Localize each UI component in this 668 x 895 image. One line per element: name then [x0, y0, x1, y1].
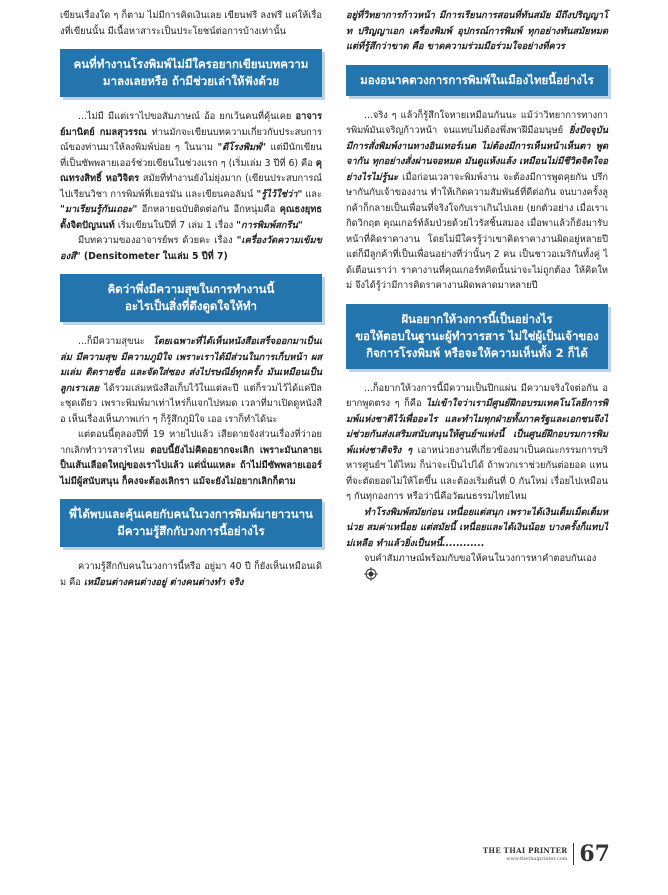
text-run: เหมือนต่างคนต่างอยู่ ต่างคนต่างทำ จริง — [83, 576, 244, 588]
text-run: "เครื่องวัดความเข้มของสี" — [60, 235, 322, 262]
page-footer — [483, 843, 610, 865]
text-run: มีบทความของอาจารย์พร ด้วยคะ เรื่อง — [78, 235, 237, 246]
text-run: อาจารย์มานิตย์ กมลสุวรรณ — [60, 111, 322, 138]
section-heading — [346, 304, 608, 369]
brand-name: THE THAI PRINTER — [482, 846, 568, 855]
text-run: เอาหน่วยงานที่เกี่ยวข้องมาเป็นคณะกรรมการบริหารศูนย์ฯ ได้ไหม ก็น่าจะเป็นไปได้ ถ้าพวกเราช่วยกันต่อยอด แทนที่จะตัดยอดไม่ให้โตขึ้น และต้องเริ่มต้นที่ 0 กันใหม่ เรื่อยไปเหมือน ๆ กันทุกองการ หรือว่านี่คือวัฒนธรรมไทยไหม — [346, 444, 608, 502]
heading-line: พี่ได้พบและคุ้นเคยกับคนในวงการพิมพ์มายาวนาน — [69, 507, 313, 521]
text-run: ...ก็มีความสุขนะ — [78, 336, 153, 347]
registration-target-icon — [346, 567, 360, 581]
text-run: โดยเฉพาะที่ได้เห็นหนังสือเสร็จออกมาเป็นเล่ม มีความสุข มีความภูมิใจ เพราะเราได้มีส่วนในการเก็บหน้า ผสมเล่ม ติดรายชื่อ และจัดใส่ซอง ส่งไปรษณีย์ทุกครั้ง มันเหมือนเป็นลูกเราเลย — [60, 336, 322, 394]
left-column — [60, 8, 322, 590]
heading-line: มีความรู้สึกกับวงการนี้อย่างไร — [117, 524, 265, 538]
paragraph — [346, 551, 608, 582]
text-run: และ — [302, 188, 323, 200]
paragraph: อยู่ที่วิทยาการก้าวหน้า มีการเรียนการสอนที่ทันสมัย มีถึงปริญญาโท ปริญญาเอก เครื่องพิมพ์ อุปกรณ์การพิมพ์ ทุกอย่างทันสมัยหมด แต่ที่รู้สึกว่าขาด คือ ขาดความร่วมมือร่วมใจอย่างที่ควร — [346, 10, 608, 52]
closing-text: จบคำสัมภาษณ์พร้อมกับขอให้คนในวงการหาคำตอบกันเอง — [364, 553, 597, 564]
paragraph — [60, 109, 322, 233]
text-run: "ดีโรงพิมพ์" — [217, 142, 267, 153]
text-run: (Densitometer ในเล่ม 5 ปีที่ 7) — [80, 250, 228, 262]
paragraph — [60, 233, 322, 264]
paragraph — [60, 427, 322, 489]
text-run: สมัยที่ทำงานยังไม่ยุ่งมาก (เขียนประสบการณ์ไปเรียนวิชา การพิมพ์ที่เยอรมัน และเขียนคอลัมน์ — [60, 173, 322, 200]
section-heading — [346, 65, 608, 96]
heading-line: กิจการโรงพิมพ์ หรือจะให้ความเห็นทั้ง 2 ก็ได้ — [366, 345, 588, 360]
text-run: แต่ตอนนี้ตุลองปีที่ 19 หายไปแล้ว เสียดายจังส่วนเรื่องที่ว่าอยากเลิกทำวารสารไหม — [60, 429, 322, 456]
heading-line: คิดว่าพึ่งมีความสุขในการทำงานนี้ — [107, 282, 275, 296]
text-run: ...ไม่มี มีแต่เราไปขอสัมภาษณ์ อ้อ ยกเว้นคนที่คุ้นเคย — [78, 111, 296, 122]
heading-line: มองอนาคตวงการการพิมพ์ในเมืองไทยนี้อย่างไร — [360, 72, 594, 87]
heading-line: มาลงเลยหรือ ถ้ามีช่วยเล่าให้ฟังด้วย — [102, 74, 280, 88]
magazine-brand — [483, 846, 567, 862]
text-run: อีกหลายฉบับติดต่อกัน อีกหนุ่มคือ — [137, 204, 280, 215]
heading-line: คนที่ทำงานโรงพิมพ์ไม่มีใครอยากเขียนบทความ — [73, 57, 309, 71]
text-run: "มาเรียนรู้กันเถอะ" — [60, 204, 138, 215]
text-run: ไม่เข้าใจว่าเรามีศูนย์ฝึกอบรมเทคโนโลยีการพิมพ์แห่งชาติไว้เพื่ออะไร และทำไมทุกฝ่ายทั้งภาครัฐและเอกชนจึงไม่ช่วยกันส่งเสริมสนับสนุนให้ศูนย์ฯแห่งนี้ เป็นศูนย์ฝึกอบรมการพิมพ์แห่งชาติจริง ๆ — [346, 398, 608, 456]
text-run: คุณทรงสิทธิ์ หอวิจิตร — [60, 157, 322, 184]
text-run: ความรู้สึกกับคนในวงการนี้หรือ อยู่มา 40 ปี ก็ยังเห็นเหมือนเดิม คือ — [60, 561, 322, 588]
paragraph — [60, 559, 322, 590]
right-column — [346, 8, 608, 582]
paragraph: เขียนเรื่องใด ๆ ก็ตาม ไม่มีการคิดเงินเลย เขียนฟรี ลงฟรี แค่ให้เรื่องที่เขียนนั้น มีเนื้อหาสาระเป็นประโยชน์ต่อการบ้างเท่านั้น — [60, 10, 322, 37]
paragraph — [346, 108, 608, 294]
heading-line: ฝันอยากให้วงการนี้เป็นอย่างไร — [401, 311, 553, 326]
section-heading — [60, 49, 322, 97]
heading-line: อะไรเป็นสิ่งที่ดึงดูดใจให้ทำ — [125, 299, 257, 313]
text-run: ทำโรงพิมพ์สมัยก่อน เหนื่อยแต่สนุก เพราะได้เงินเต็มเม็ดเต็มหน่วย สมค่าเหนื่อย แต่สมัยนี้ เหนื่อยและได้เงินน้อย บางครั้งก็แทบไม่เหลือ ทำแล้วยิ่งเป็นหนี้............ — [346, 506, 608, 549]
paragraph — [346, 505, 608, 552]
text-run: ...ก็อยากให้วงการนี้มีความเป็นปึกแผ่น มีความจริงใจต่อกัน อยากพูดตรง ๆ ก็คือ — [346, 382, 608, 409]
text-run: แต่มีนักเขียนที่เป็นซัพพลายเออร์ช่วยเขียนในช่วงแรก ๆ (เริ่มเล่ม 3 ปีที่ 6) คือ — [60, 142, 322, 169]
text-run: "การพิมพ์สกรีน" — [236, 219, 303, 231]
text-run: ท่านมักจะเขียนบทความเกี่ยวกับประสบการณ์ของท่านมาให้ลงพิมพ์บ่อย ๆ ในนาม — [60, 126, 322, 153]
text-run: เริ่มเขียนในปีที่ 7 เล่ม 1 เรื่อง — [114, 219, 237, 231]
text-run: คุณธงยุทธ ตั้งจิตปัญนนท์ — [60, 204, 322, 231]
section-heading — [60, 499, 322, 547]
brand-url: www.thethaiprinter.com — [506, 856, 568, 862]
text-run: ตอบนี้ยังไม่คิดอยากจะเลิก เพราะมันกลายเป็นเส้นเลือดใหญ่ของเราไปแล้ว แต่นั่นแหละ ถ้าไม่มีซัพพลายเออร์ ไม่มีผู้สนับสนุน ก็คงจะต้องเลิกรา แม้จะยังไม่อยากเลิกก็ตาม — [60, 444, 322, 487]
heading-line: ขอให้ตอบในฐานะผู้ทำวารสาร ไม่ใช่ผู้เป็นเจ้าของ — [355, 328, 599, 343]
text-run: ได้รวมเล่มหนังสือเก็บไว้ในแต่ละปี แต่ก็รวมไว้ได้แค่ปีละชุดเดียว เพราะพิมพ์มาเท่าไหร่ก็แจกไปหมด เวลาที่มาเปิดดูหนังสือ เห็นเรื่องเห็นภาพเก่า ๆ ก็รู้สึกภูมิใจ เออ เราก็ทำได้นะ — [60, 382, 322, 425]
page-number: 67 — [573, 843, 610, 865]
section-heading — [60, 274, 322, 322]
text-run: ยิ่งปัจจุบันมีการสั่งพิมพ์งานทางอินเทอร์เนต ไม่ต้องมีการเห็นหน้าเห็นตา พูดจากัน ทุกอย่างสั่งผ่านจอหมด มันดูแห้งแล้ง เหมือนไม่มีชีวิตจิตใจอย่างไรไม่รู้นะ — [346, 125, 608, 183]
text-run: ...จริง ๆ แล้วก็รู้สึกใจหายเหมือนกันนะ แม้ว่าวิทยาการทางการพิมพ์มันเจริญก้าวหน้า จนแทบไม่ต้องพึ่งพาฝีมือมนุษย์ — [346, 109, 608, 136]
paragraph — [346, 381, 608, 505]
text-run: "รู้ไว้ใช่ว่า" — [256, 188, 303, 200]
paragraph — [60, 334, 322, 427]
text-run: เมื่อก่อนเวลาจะพิมพ์งาน จะต้องมีการพูดคุยกัน ปรึกษากันกับเจ้าของงาน ทำให้เกิดความสัมพันธ์ที่ดีต่อกัน จนบางครั้งลูกค้าก็กลายเป็นเพื่อนที่จริงใจกับเราเกินไปเลย (ยกตัวอย่าง เมื่อเราเกิดวิกฤต คุณเกอร์ท์ล้มป่วยด้วยไวรัสชิ้นสมอง เมื่อพาแล้วก็ยังมารับหน้าที่คิดราคางาน โดยไม่มีใครรู้ว่าเขาคิดราคางานผิดอยู่หลายปี แต่ก็มีลูกค้าที่เป็นเพื่อนอย่างที่ว่านั้นๆ 2 คน เป็นชาวอเมริกันทั้งคู่ ได้เตือนเราว่า ราคางานที่คุณเกอร์ทคิดนั้นน่าจะไม่ถูกต้อง ให้คิดใหม่ จึงได้รู้ว่ามีการคิดราคางานผิดพลาดมาหลายปี — [346, 171, 608, 291]
